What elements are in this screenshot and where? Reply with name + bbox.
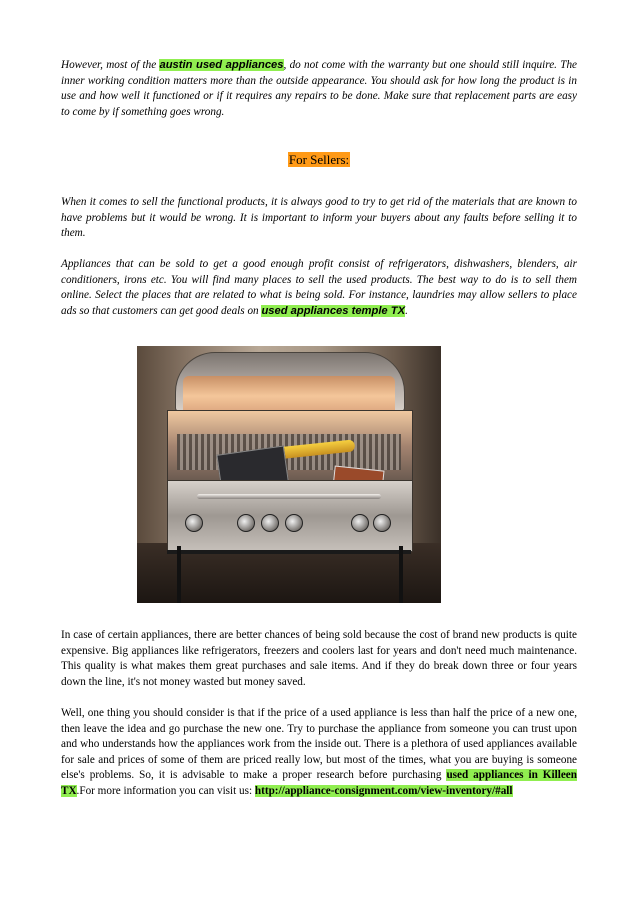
link-inventory-url[interactable]: http://appliance-consignment.com/view-inventory/#all [254, 784, 513, 797]
section-heading-text: For Sellers: [288, 152, 350, 167]
grill-stand-shelf [167, 550, 411, 554]
paragraph-text: However, most of the [61, 59, 160, 71]
link-austin-used-appliances[interactable]: austin used appliances [159, 59, 284, 71]
grill-handle [197, 494, 381, 499]
paragraph-text: Well, one thing you should consider is that if the price of a used appliance is less than half the price of a new one, then leave the idea and go purchase the new one. Try to purchase the appliance from someone you can trust upon and who understands how the appliances work from the inside out. There is a plethora of used appliances available for sale and prices of some of them are priced really low, but most of the times, what you are buying is someone else's problems. So, it is advisable to make a proper research before purchasing [61, 707, 577, 782]
paragraph-text: , do not come with the warranty but one should still inquire. The inner working condition matters more than the outside appearance. You should ask for how long the product is in use and how well it functioned or if it requires any repairs to be done. Make sure that replacement parts are easy to come by if something goes wrong. [61, 59, 577, 118]
grill-knob [237, 514, 255, 532]
link-used-appliances-temple[interactable]: used appliances temple TX [261, 304, 406, 317]
grill-knob [185, 514, 203, 532]
grill-photo [137, 346, 441, 603]
grill-stand-leg [399, 546, 403, 603]
paragraph-sellers-intro: When it comes to sell the functional products, it is always good to try to get rid of the materials that are known to have problems but it would be wrong. It is important to inform your buyers about any faults before selling it to them. [61, 196, 577, 240]
grill-knob [373, 514, 391, 532]
paragraph-expensive-appliances: In case of certain appliances, there are better chances of being sold because the cost of brand new products is quite expensive. Big appliances like refrigerators, freezers and coolers last for years and don't need much maintenance. This quality is what makes them great purchases and sale items. And if they do break down three or four years down the line, it's not money wasted but money saved. [61, 629, 577, 688]
paragraph-text: .For more information you can visit us: [76, 784, 255, 797]
paragraph-price-advice [61, 706, 577, 800]
paragraph-text: . [405, 304, 408, 317]
grill-knob [285, 514, 303, 532]
grill-knob [351, 514, 369, 532]
section-heading [0, 152, 638, 168]
grill-knob [261, 514, 279, 532]
paragraph-buyers-warranty [61, 58, 577, 120]
paragraph-sellable-appliances [61, 257, 577, 319]
grill-stand-leg [177, 546, 181, 603]
link-used-appliances-killeen[interactable]: used appliances in Killeen TX [61, 769, 577, 797]
paragraph-text: Appliances that can be sold to get a good enough profit consist of refrigerators, dishwashers, blenders, air conditioners, irons etc. You will find many places to sell the used products. The best way to do is to sell them online. Select the places that are related to what is being sold. For instance, laundries may allow sellers to place ads so that customers can get good deals on [61, 258, 577, 317]
